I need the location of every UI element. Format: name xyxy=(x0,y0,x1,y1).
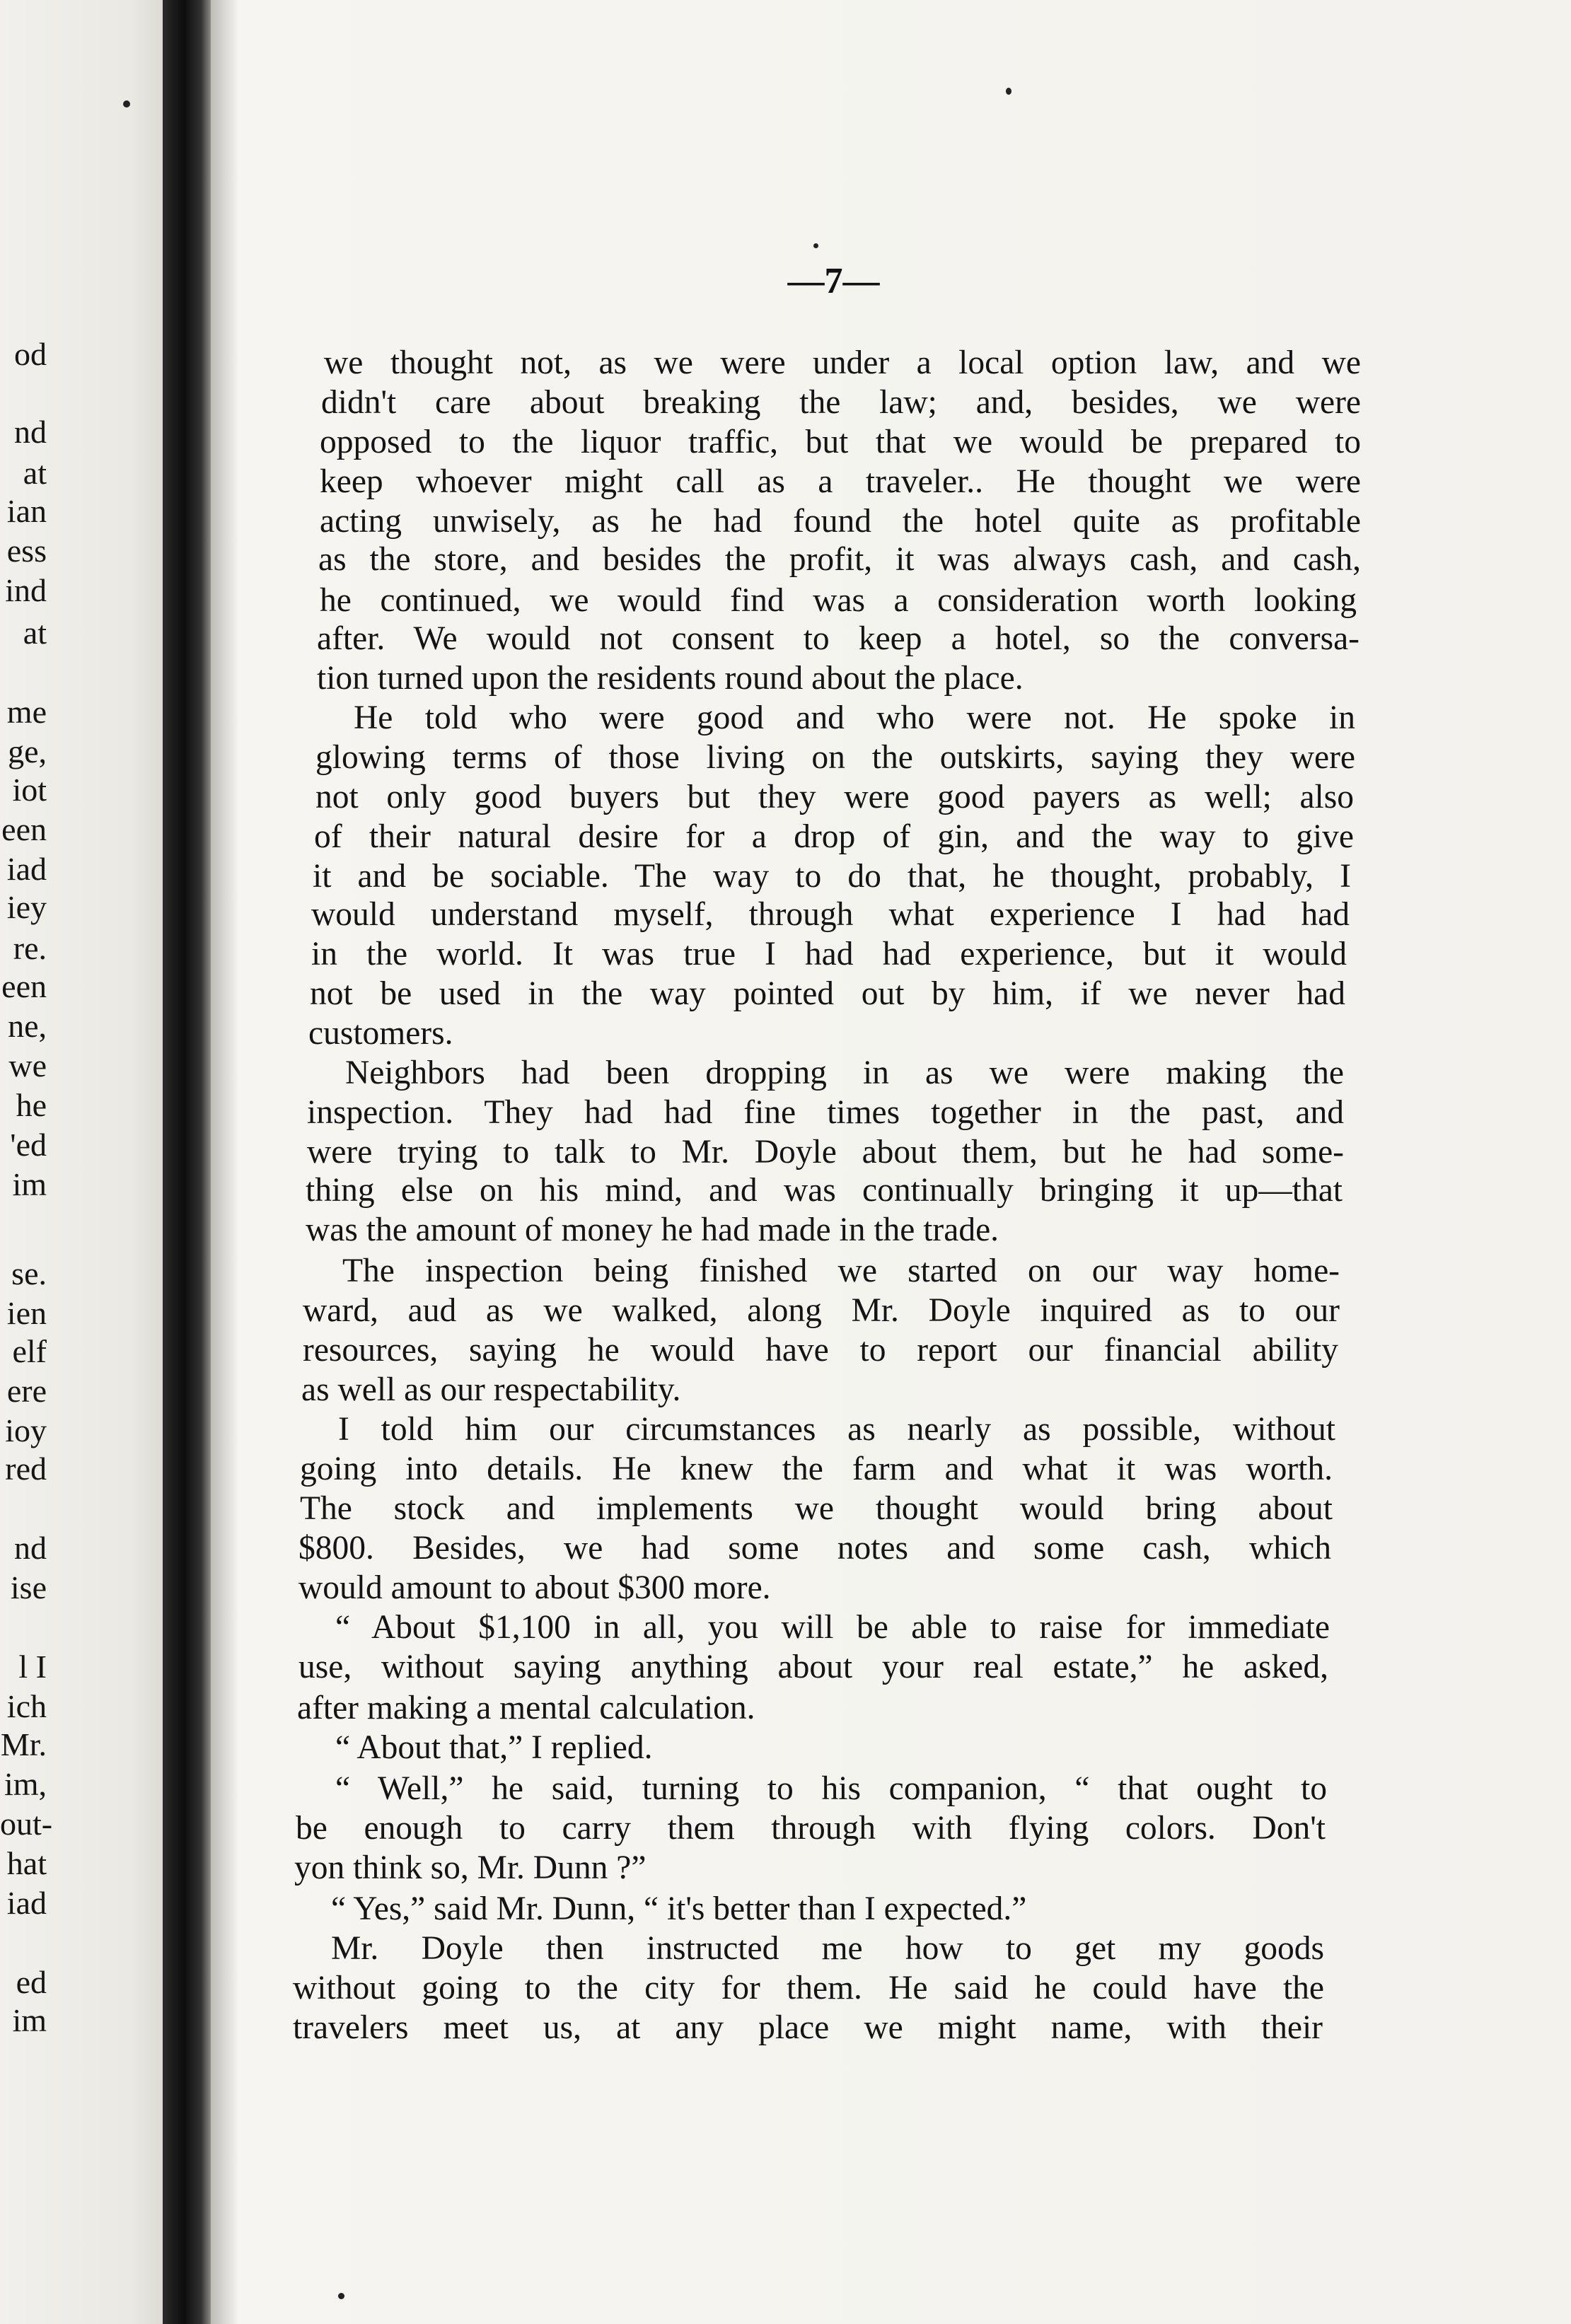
text-line: be enough to carry them through with flying colors. Don't xyxy=(296,1810,1326,1847)
left-page-fragment: im xyxy=(12,1166,47,1202)
text-line: he continued, we would find was a consideration worth looking xyxy=(320,582,1357,619)
left-page-fragment: iad xyxy=(6,851,47,887)
left-page-fragment: iey xyxy=(6,889,47,925)
left-page-fragment: at xyxy=(23,615,47,651)
text-line: “ Well,” he said, turning to his companion, “ that ought to xyxy=(335,1770,1327,1807)
left-page-fragment: 'ed xyxy=(10,1127,47,1163)
left-page-fragment: Mr. xyxy=(0,1726,47,1762)
text-line: of their natural desire for a drop of gin, and the way to give xyxy=(314,818,1354,855)
left-page-fragment: ien xyxy=(6,1295,47,1331)
text-line: resources, saying he would have to report our financial ability xyxy=(303,1332,1338,1369)
text-line: yon think so, Mr. Dunn ?” xyxy=(294,1849,647,1886)
text-line: thing else on his mind, and was continually bringing it up—that xyxy=(306,1172,1343,1209)
left-page-fragment: se. xyxy=(11,1255,47,1291)
text-line: glowing terms of those living on the outskirts, saying they were xyxy=(315,739,1355,776)
text-line: as the store, and besides the profit, it was always cash, and cash, xyxy=(318,541,1361,578)
left-page-fragment: out- xyxy=(0,1806,53,1842)
text-line: didn't care about breaking the law; and, besides, we were xyxy=(321,384,1361,421)
text-line: after making a mental calculation. xyxy=(297,1690,755,1726)
text-line: in the world. It was true I had had experience, but it would xyxy=(311,936,1347,972)
left-page-fragment: im, xyxy=(4,1766,47,1802)
left-page-fragment: ind xyxy=(5,572,47,608)
text-line: Neighbors had been dropping in as we were making the xyxy=(345,1054,1344,1091)
ink-speck xyxy=(338,2293,344,2299)
text-line: “ About $1,100 in all, you will be able to raise for immediate xyxy=(335,1609,1330,1646)
page-number: —7— xyxy=(787,261,880,301)
text-line: $800. Besides, we had some notes and some cash, which xyxy=(298,1530,1331,1567)
text-line: acting unwisely, as he had found the hotel quite as profitable xyxy=(320,503,1361,540)
left-page-fragment: me xyxy=(6,694,47,730)
left-page-fragment: ne, xyxy=(8,1008,47,1044)
left-page-fragment: ise xyxy=(10,1569,47,1605)
text-line: not only good buyers but they were good payers as well; also xyxy=(315,779,1354,815)
left-page-fragment: iot xyxy=(12,772,47,808)
text-line: inspection. They had had fine times together in the past, and xyxy=(307,1094,1344,1131)
ink-speck xyxy=(813,243,818,248)
text-line: The inspection being finished we started on our way home- xyxy=(342,1253,1340,1289)
text-line: Mr. Doyle then instructed me how to get my goods xyxy=(331,1930,1324,1967)
text-line: not be used in the way pointed out by him, if we never had xyxy=(310,975,1345,1012)
text-line: “ Yes,” said Mr. Dunn, “ it's better than I expected.” xyxy=(331,1890,1027,1927)
text-line: “ About that,” I replied. xyxy=(335,1729,653,1766)
text-line: customers. xyxy=(308,1015,453,1052)
text-line: we thought not, as we were under a local option law, and we xyxy=(324,344,1361,381)
text-line: would amount to about $300 more. xyxy=(298,1569,771,1606)
text-line: would understand myself, through what experience I had had xyxy=(311,896,1350,933)
text-line: were trying to talk to Mr. Doyle about them, but he had some- xyxy=(307,1134,1344,1170)
left-page-fragment: nd xyxy=(14,414,47,450)
left-page-fragment: ere xyxy=(6,1373,47,1409)
left-page-fragment: ess xyxy=(6,533,47,569)
text-line: keep whoever might call as a traveler.. He thought we were xyxy=(320,463,1361,500)
left-page-fragment: nd xyxy=(14,1530,47,1566)
left-page-fragment: ian xyxy=(6,493,47,529)
left-page-fragment: l I xyxy=(18,1649,47,1685)
text-line: He told who were good and who were not. He spoke in xyxy=(354,699,1355,736)
left-page-fragment: im xyxy=(12,2002,47,2038)
left-page-fragment: at xyxy=(23,455,47,491)
ink-speck xyxy=(1006,88,1011,95)
left-page-fragment: ge, xyxy=(8,733,47,769)
left-page-fragment: iad xyxy=(6,1885,47,1921)
text-line: ward, aud as we walked, along Mr. Doyle inquired as to our xyxy=(303,1292,1340,1329)
text-line: travelers meet us, at any place we might name, with their xyxy=(293,2009,1323,2046)
left-page-fragment: een xyxy=(1,968,47,1004)
left-page-fragment: red xyxy=(5,1451,47,1487)
left-page-fragment: we xyxy=(8,1047,47,1083)
text-line: The stock and implements we thought would bring about xyxy=(300,1490,1333,1527)
left-page-fragment: een xyxy=(1,811,47,847)
left-page-fragment: ich xyxy=(6,1688,47,1724)
left-page-fragment: ioy xyxy=(5,1412,47,1448)
text-line: was the amount of money he had made in the trade. xyxy=(306,1212,999,1248)
text-line: opposed to the liquor traffic, but that we would be prepared to xyxy=(320,424,1361,460)
text-line: as well as our respectability. xyxy=(301,1371,681,1408)
text-line: use, without saying anything about your real estate,” he asked, xyxy=(298,1649,1328,1685)
text-line: tion turned upon the residents round about the place. xyxy=(317,660,1024,697)
text-line: going into details. He knew the farm and what it was worth. xyxy=(300,1451,1333,1487)
text-line: without going to the city for them. He said he could have the xyxy=(293,1970,1324,2006)
left-page-fragment: he xyxy=(16,1087,47,1123)
ink-speck xyxy=(123,100,130,108)
left-page-fragment: hat xyxy=(6,1845,47,1881)
text-line: after. We would not consent to keep a hotel, so the conversa- xyxy=(317,620,1360,657)
left-page-fragment: od xyxy=(14,336,47,372)
text-line: I told him our circumstances as nearly as possible, without xyxy=(338,1411,1335,1448)
left-page-fragment: elf xyxy=(12,1333,47,1369)
left-page-fragment: ed xyxy=(16,1964,47,2000)
left-page-fragment: re. xyxy=(13,930,47,966)
text-line: it and be sociable. The way to do that, he thought, probably, I xyxy=(313,858,1351,895)
